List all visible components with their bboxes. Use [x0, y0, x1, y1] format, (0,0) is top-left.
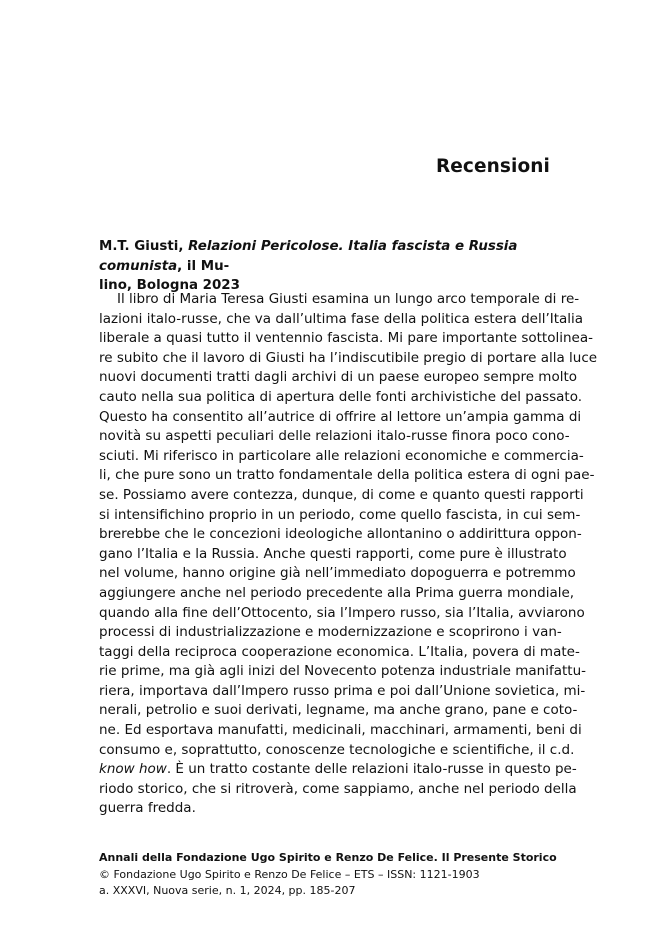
italic-term: know how: [99, 761, 167, 778]
body-line: riodo storico, che si ritroverà, come sappiamo, anche nel periodo della: [99, 780, 577, 797]
body-line: sciuti. Mi riferisco in particolare alle relazioni economiche e commercia-: [99, 447, 584, 464]
body-line: nuovi documenti tratti dagli archivi di un paese europeo sempre molto: [99, 369, 578, 386]
body-line: [99, 760, 577, 780]
footer-journal: Annali della Fondazione Ugo Spirito e Renzo De Felice. Il Presente Storico: [99, 851, 557, 864]
body-line: li, che pure sono un tratto fondamentale della politica estera di ogni pae-: [99, 467, 595, 484]
body-line: novità su aspetti peculiari delle relazioni italo-russe finora poco cono-: [99, 428, 570, 445]
page-footer: [99, 850, 559, 900]
book-author: M.T. Giusti,: [99, 239, 189, 254]
body-line: Questo ha consentito all’autrice di offrire al lettore un’ampia gamma di: [99, 408, 582, 425]
body-line-rest: . È un tratto costante delle relazioni italo-russe in questo pe-: [166, 761, 577, 778]
body-line: quando alla fine dell’Ottocento, sia l’Impero russo, sia l’Italia, avviarono: [99, 604, 585, 621]
body-line: aggiungere anche nel periodo precedente alla Prima guerra mondiale,: [99, 584, 575, 601]
body-line: consumo e, soprattutto, conoscenze tecnologiche e scientifiche, il c.d.: [99, 741, 575, 758]
body-line: cauto nella sua politica di apertura delle fonti archivistiche del passato.: [99, 388, 583, 405]
book-publisher-part2: lino, Bologna 2023: [99, 278, 240, 294]
body-line: si intensifichino proprio in un periodo, come quello fascista, in cui sem-: [99, 506, 581, 523]
body-line: taggi della reciproca cooperazione economica. L’Italia, povera di mate-: [99, 643, 580, 660]
body-line: se. Possiamo avere contezza, dunque, di come e quanto questi rapporti: [99, 486, 584, 503]
body-line: ne. Ed esportava manufatti, medicinali, macchinari, armamenti, beni di: [99, 722, 582, 739]
book-title: Relazioni Pericolose. Italia fascista e Russia comunista: [99, 239, 518, 274]
body-line: brerebbe che le concezioni ideologiche allontanino o addirittura oppon-: [99, 526, 582, 543]
book-reference: [99, 237, 551, 296]
body-line: gano l’Italia e la Russia. Anche questi rapporti, come pure è illustrato: [99, 545, 567, 562]
body-line: rie prime, ma già agli inizi del Novecento potenza industriale manifattu-: [99, 663, 587, 680]
body-line: liberale a quasi tutto il ventennio fascista. Mi pare importante sottolinea-: [99, 330, 593, 347]
body-line: processi di industrializzazione e modernizzazione e scoprirono i van-: [99, 624, 562, 641]
book-publisher-part1: , il Mu-: [177, 258, 230, 274]
body-line: nerali, petrolio e suoi derivati, legname, ma anche grano, pane e coto-: [99, 702, 578, 719]
body-line: re subito che il lavoro di Giusti ha l’indiscutibile pregio di portare alla luce: [99, 349, 598, 366]
footer-copyright: © Fondazione Ugo Spirito e Renzo De Felice – ETS – ISSN: 1121-1903: [99, 867, 480, 881]
section-title: Recensioni: [435, 156, 550, 177]
body-line: guerra fredda.: [99, 800, 196, 817]
body-line: Il libro di Maria Teresa Giusti esamina un lungo arco temporale di re-: [117, 291, 580, 307]
footer-issue: a. XXXVI, Nuova serie, n. 1, 2024, pp. 185-207: [99, 884, 356, 897]
body-line: nel volume, hanno origine già nell’immediato dopoguerra e potremmo: [99, 565, 576, 582]
body-line: riera, importava dall’Impero russo prima e poi dall’Unione sovietica, mi-: [99, 682, 586, 699]
review-body: [99, 290, 598, 819]
body-line: lazioni italo-russe, che va dall’ultima fase della politica estera dell’Italia: [99, 310, 584, 327]
